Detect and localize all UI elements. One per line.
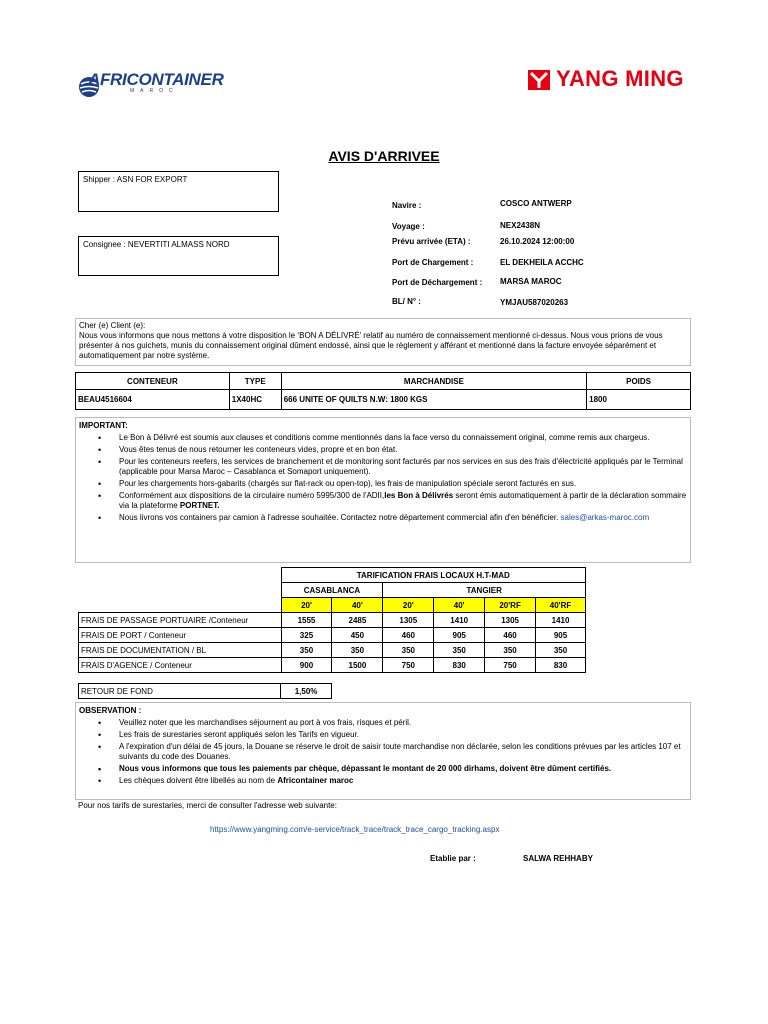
- info-value-bl: YMJAU587020263: [500, 298, 569, 307]
- tarif-size-header: 20': [383, 598, 434, 613]
- greeting-text: Cher (e) Client (e):: [79, 321, 146, 330]
- tarif-cell: 450: [332, 628, 383, 643]
- tarif-cell: 1555: [281, 613, 332, 628]
- tarif-size-header: 40': [434, 598, 485, 613]
- container-table-header: [76, 373, 691, 390]
- tarif-row-label: FRAIS DE PORT / Conteneur: [79, 628, 282, 643]
- tarif-cell: 830: [434, 658, 485, 673]
- tarif-size-header: 20'RF: [485, 598, 536, 613]
- important-list: [79, 433, 687, 523]
- retour-label: RETOUR DE FOND: [79, 684, 281, 699]
- surestaries-note: Pour nos tarifs de surestaries, merci de consulter l'adresse web suivante:: [78, 801, 337, 810]
- africontainer-logo: [78, 70, 238, 100]
- container-table: [75, 372, 691, 410]
- etablie-name: SALWA REHHABY: [523, 854, 593, 863]
- tarif-cell: 350: [536, 643, 586, 658]
- list-item: • A l'expiration d'un délai de 45 jours, la Douane se réserve le droit de saisir toute marchandise non déclarée, selon les conditions prévues par les articles 107 et suivants du code des Douanes.: [79, 742, 687, 762]
- tarif-group-tangier: TANGIER: [383, 583, 586, 598]
- shipper-text: Shipper : ASN FOR EXPORT: [83, 175, 188, 184]
- list-item: • Pour les chargements hors-gabarits (chargés sur flat-rack ou open-top), les frais de manipulation spéciale seront facturés en sus.: [79, 479, 687, 489]
- africontainer-subtitle: MAROC: [130, 88, 179, 94]
- tarif-cell: 905: [434, 628, 485, 643]
- tarif-row-label: FRAIS D'AGENCE / Conteneur: [79, 658, 282, 673]
- cell-poids: 1800: [587, 390, 691, 410]
- important-title: IMPORTANT:: [79, 421, 128, 430]
- tarif-cell: 350: [281, 643, 332, 658]
- tarif-size-header: 20': [281, 598, 332, 613]
- tarif-cell: 750: [383, 658, 434, 673]
- observation-box: [75, 702, 691, 800]
- list-item: • Veuillez noter que les marchandises séjournent au port à vos frais, risques et péril.: [79, 718, 687, 728]
- list-item: • Le Bon à Délivré est soumis aux clauses et conditions comme mentionnés dans la face verso du connaissement original, comme remis aux chargeus.: [79, 433, 687, 443]
- shipper-box: [78, 171, 279, 212]
- header-poids: POIDS: [587, 373, 691, 390]
- cell-conteneur: BEAU4516604: [76, 390, 230, 410]
- tarif-row-label: FRAIS DE PASSAGE PORTUAIRE /Conteneur: [79, 613, 282, 628]
- tarif-table: [78, 567, 586, 673]
- consignee-box: [78, 236, 279, 276]
- list-item: • Nous vous informons que tous les paiements par chèque, dépassant le montant de 20 000 dirhams, doivent être dûment certifiés.: [79, 764, 687, 774]
- info-value-eta: 26.10.2024 12:00:00: [500, 237, 575, 246]
- tarif-cell: 1410: [536, 613, 586, 628]
- table-row: [76, 390, 691, 410]
- yang-ming-wordmark: YANG MING: [556, 66, 684, 91]
- important-box: [75, 417, 691, 563]
- tarif-cell: 1305: [485, 613, 536, 628]
- header-conteneur: CONTENEUR: [76, 373, 230, 390]
- tarif-group-casablanca: CASABLANCA: [281, 583, 383, 598]
- table-row: [79, 613, 586, 628]
- intro-text: Nous vous informons que nous mettons à votre disposition le ‘BON A DÉLIVRÉ’ relatif au numéro de connaissement mentionné ci-dessus. Nous vous prions de vous présenter à nos guichets, munis du connaissement original dûment endossé, ainsi que le règlement y afférant et mentionné dans la facture envoyée séparément et automatiquement par notre système.: [79, 331, 663, 360]
- info-label-voyage: Voyage :: [392, 222, 425, 231]
- tarif-cell: 1305: [383, 613, 434, 628]
- tarif-cell: 1410: [434, 613, 485, 628]
- item5-text-b: les Bon à Délivrés: [384, 491, 454, 500]
- tarif-cell: 830: [536, 658, 586, 673]
- tarif-cell: 2485: [332, 613, 383, 628]
- list-item: [79, 513, 687, 523]
- list-item: • Vous êtes tenus de nous retourner les conteneurs vides, propre et en bon état.: [79, 445, 687, 455]
- cell-marchandise: 666 UNITE OF QUILTS N.W: 1800 KGS: [281, 390, 586, 410]
- table-row: [79, 643, 586, 658]
- tarif-cell: 750: [485, 658, 536, 673]
- tarif-size-header: 40'RF: [536, 598, 586, 613]
- tarif-row-label: FRAIS DE DOCUMENTATION / BL: [79, 643, 282, 658]
- info-label-port-chargement: Port de Chargement :: [392, 258, 474, 267]
- consignee-text: Consignee : NEVERTITI ALMASS NORD: [83, 240, 230, 249]
- yang-ming-logo: [528, 66, 723, 94]
- info-label-eta: Prévu arrivée (ETA) :: [392, 237, 471, 246]
- info-value-navire: COSCO ANTWERP: [500, 199, 572, 208]
- info-label-navire: Navire :: [392, 201, 422, 210]
- list-item: [79, 491, 687, 511]
- table-row: [79, 628, 586, 643]
- africontainer-wordmark: AFRICONTAINER: [88, 70, 224, 89]
- observation-title: OBSERVATION :: [79, 706, 142, 715]
- obs5-text-b: Africontainer maroc: [277, 776, 354, 785]
- observation-list: [79, 718, 687, 786]
- tarif-cell: 350: [383, 643, 434, 658]
- list-item: • Pour les conteneurs reefers, les services de branchement et de monitoring sont facturés par nos services en sus des frais d'électricité appliqués par le Terminal (applicable pour Marsa Maroc – Casablanca et Somaport uniquement).: [79, 457, 687, 477]
- item6-text: Nous livrons vos containers par camion à l'adresse souhaitée. Contactez notre département commercial afin d'en bénéficier.: [119, 513, 561, 522]
- etablie-label: Etablie par :: [430, 854, 476, 863]
- info-label-bl: BL/ N° :: [392, 297, 421, 306]
- table-row: [79, 658, 586, 673]
- item5-text-d: PORTNET.: [179, 501, 220, 510]
- item5-text-c: seront émis automatiquement à partir de la déclaration sommaire via la plateforme: [119, 491, 687, 510]
- info-value-port-dechargement: MARSA MAROC: [500, 277, 562, 286]
- tarif-cell: 460: [485, 628, 536, 643]
- intro-box: [75, 318, 691, 366]
- info-value-voyage: NEX2438N: [500, 221, 541, 230]
- info-label-port-dechargement: Port de Déchargement :: [392, 278, 483, 287]
- tarif-cell: 350: [434, 643, 485, 658]
- retour-table: [78, 683, 332, 699]
- tarif-title: TARIFICATION FRAIS LOCAUX H.T-MAD: [281, 568, 585, 583]
- item5-text-a: Conformément aux dispositions de la circulaire numéro 5995/300 de l'ADII,: [119, 491, 385, 500]
- document-title: AVIS D'ARRIVEE: [328, 148, 440, 164]
- tarif-cell: 905: [536, 628, 586, 643]
- header-marchandise: MARCHANDISE: [281, 373, 586, 390]
- tarif-cell: 900: [281, 658, 332, 673]
- info-value-port-chargement: EL DEKHEILA ACCHC: [500, 258, 584, 267]
- yangming-tracking-link[interactable]: https://www.yangming.com/e-service/track_trace/track_trace_cargo_tracking.aspx: [210, 825, 500, 834]
- obs5-text-a: Les chèques doivent être libellés au nom de: [119, 776, 278, 785]
- cell-type: 1X40HC: [229, 390, 281, 410]
- tarif-cell: 460: [383, 628, 434, 643]
- retour-value: 1,50%: [281, 684, 332, 699]
- sales-email-link[interactable]: sales@arkas-maroc.com: [560, 513, 650, 522]
- tarif-cell: 325: [281, 628, 332, 643]
- tarif-cell: 350: [485, 643, 536, 658]
- list-item: [79, 776, 687, 786]
- yang-ming-mark-icon: [528, 70, 550, 90]
- tarif-cell: 350: [332, 643, 383, 658]
- list-item: • Les frais de surestaries seront appliqués selon les Tarifs en vigueur.: [79, 730, 687, 740]
- tarif-cell: 1500: [332, 658, 383, 673]
- header-type: TYPE: [229, 373, 281, 390]
- tarif-size-header: 40': [332, 598, 383, 613]
